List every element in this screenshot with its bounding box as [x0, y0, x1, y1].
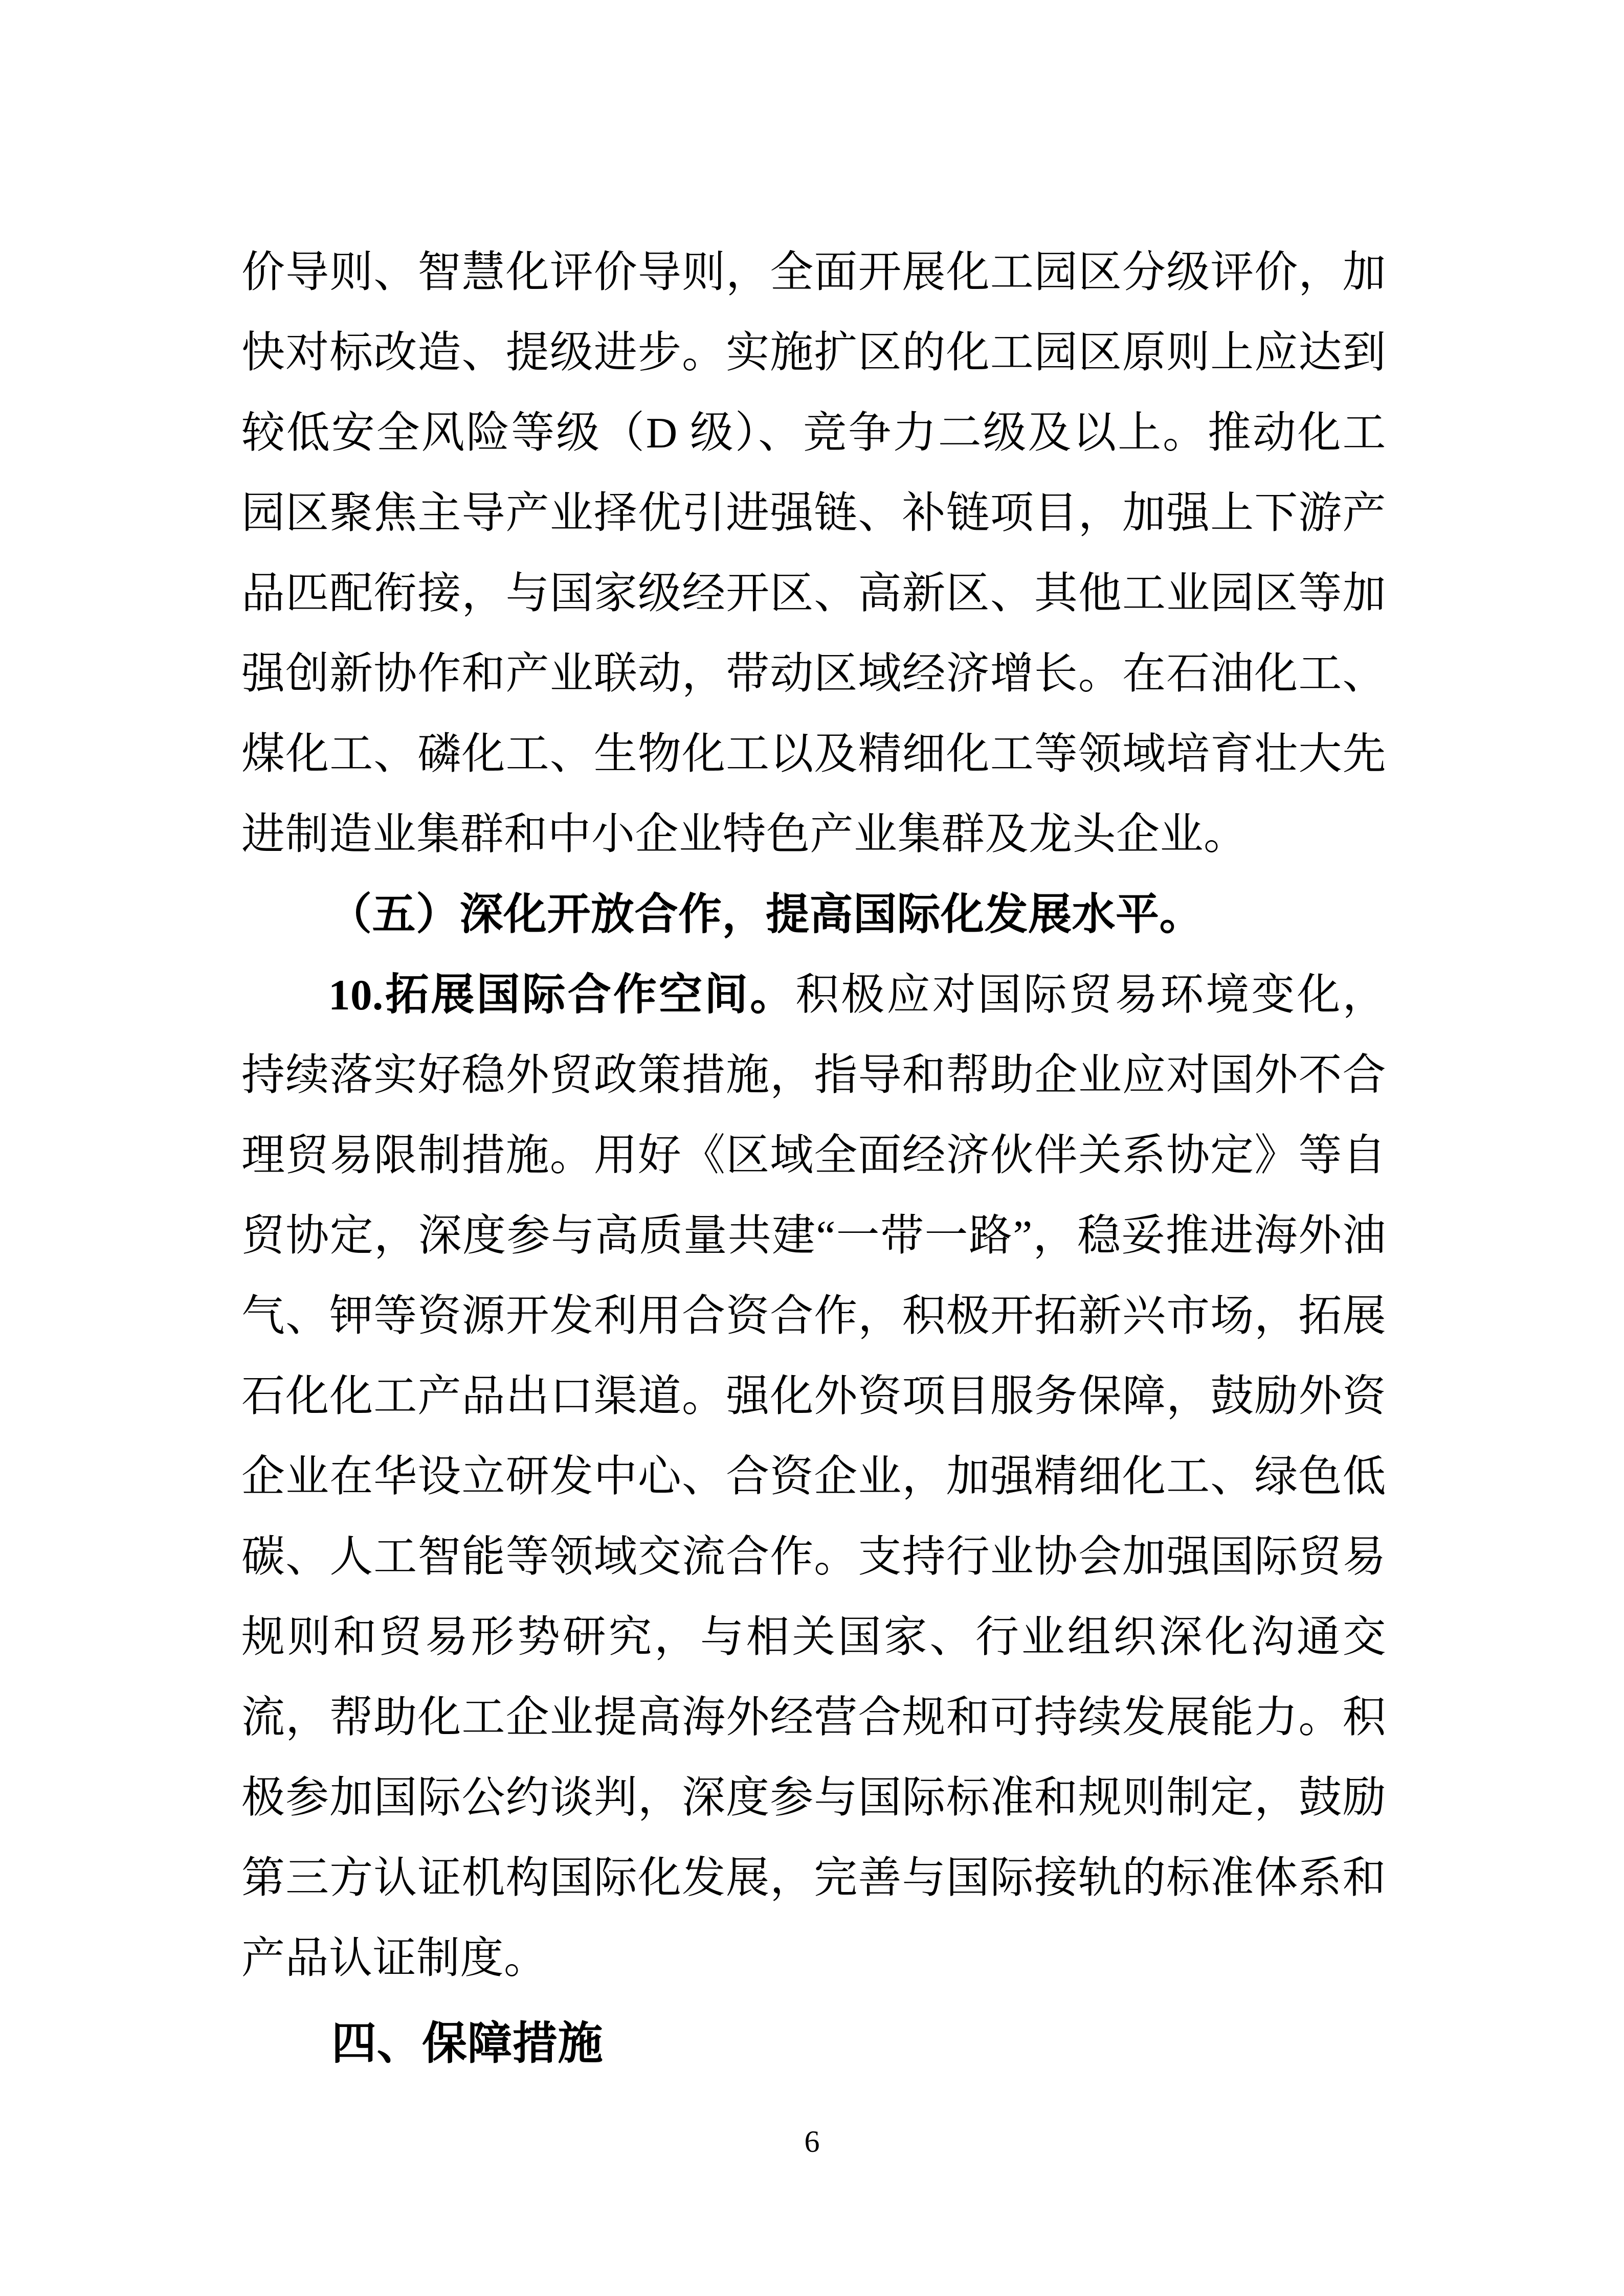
document-body — [241, 233, 1386, 2083]
paragraph-item-10-lead: 10.拓展国际合作空间。 — [328, 971, 796, 1019]
paragraph-item-10 — [241, 955, 1386, 1999]
section-heading-four: 四、保障措施 — [331, 2018, 604, 2068]
paragraph-continuation: 价导则、智慧化评价导则，全面开展化工园区分级评价，加快对标改造、提级进步。实施扩区的化工园区原则上应达到较低安全风险等级（D 级）、竞争力二级及以上。推动化工园区聚焦主导产业择优引进强链、补链项目，加强上下游产品匹配衔接，与国家级经开区、高新区、其他工业园区等加强创新协作和产业联动，带动区域经济增长。在石油化工、煤化工、磷化工、生物化工以及精细化工等领域培育壮大先进制造业集群和中小企业特色产业集群及龙头企业。 — [241, 249, 1386, 859]
paragraph-item-10-text: 积极应对国际贸易环境变化，持续落实好稳外贸政策措施，指导和帮助企业应对国外不合理贸易限制措施。用好《区域全面经济伙伴关系协定》等自贸协定，深度参与高质量共建“一带一路”，稳妥推进海外油气、钾等资源开发利用合资合作，积极开拓新兴市场，拓展石化化工产品出口渠道。强化外资项目服务保障，鼓励外资企业在华设立研发中心、合资企业，加强精细化工、绿色低碳、人工智能等领域交流合作。支持行业协会加强国际贸易规则和贸易形势研究，与相关国家、行业组织深化沟通交流，帮助化工企业提高海外经营合规和可持续发展能力。积极参加国际公约谈判，深度参与国际标准和规则制定，鼓励第三方认证机构国际化发展，完善与国际接轨的标准体系和产品认证制度。 — [241, 971, 1386, 1983]
subsection-heading-five: （五）深化开放合作，提高国际化发展水平。 — [328, 891, 1204, 939]
page-number: 6 — [804, 2125, 820, 2158]
